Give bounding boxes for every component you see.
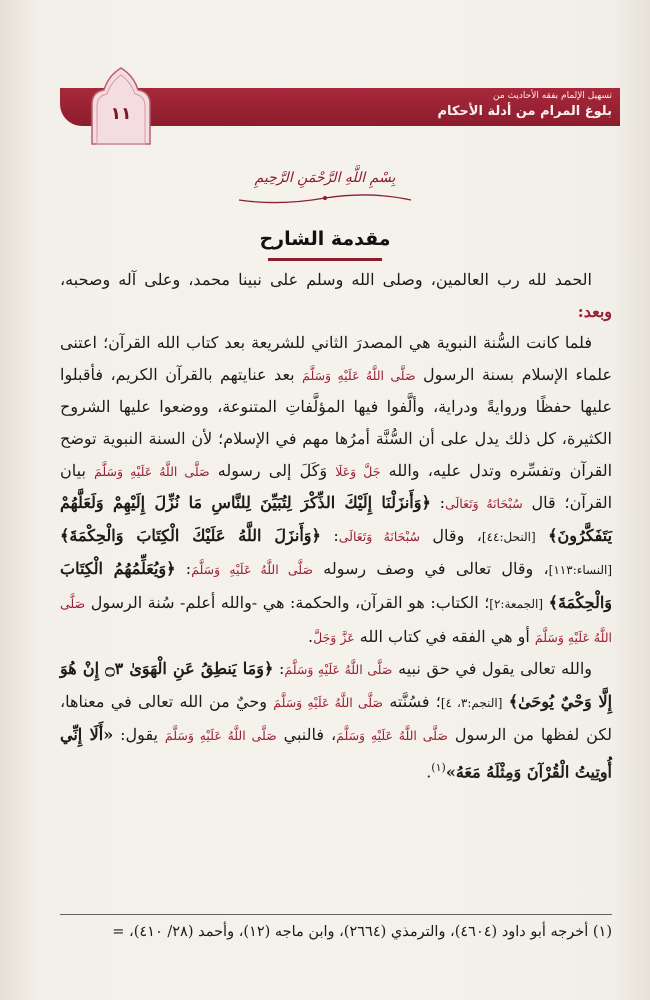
p2-s6: ، وقال تعالى في وصف رسوله xyxy=(323,559,549,579)
p3-s1: والله تعالى يقول في حق نبيه xyxy=(398,659,593,679)
section-title: مقدمة الشارح xyxy=(259,228,391,250)
p2-h8: عَزَّ وَجَلَّ xyxy=(313,629,355,645)
p2-quran-3: ﴿وَيُعَلِّمُهُمُ الْكِتَابَ وَالْحِكْمَةَ﴾ xyxy=(60,559,612,612)
p2-ref-3: [الجمعة:٢] xyxy=(489,596,544,611)
p2-s7: ؛ الكتاب: هو القرآن، والحكمة: هي -والله أعلم- سُنة الرسول xyxy=(90,592,490,612)
p2-quran-1: ﴿وَأَنزَلْنَا إِلَيْكَ الذِّكْرَ لِتُبَيِّنَ لِلنَّاسِ مَا نُزِّلَ إِلَيْهِمْ وَلَعَلَّهُمْ يَتَفَكَّرُونَ﴾ xyxy=(60,493,613,545)
paragraph-3: والله تعالى يقول في حق نبيه صَلَّى اللَّهُ عَلَيْهِ وَسَلَّمَ: ﴿وَمَا يَنطِقُ عَنِ الْهَوَىٰ ۝٣ إِنْ هُوَ إِلَّا وَحْيٌ يُوحَىٰ﴾ [النجم:٣، ٤]؛ فسُنَّته صَلَّى اللَّهُ عَلَيْهِ وَسَلَّمَ وحيٌ من الله تعالى في معناها، لكن لفظها من الرسول صَلَّى اللَّهُ عَلَيْهِ وَسَلَّمَ، فالنبي صَلَّى اللَّهُ عَلَيْهِ وَسَلَّمَ يقول: «أَلَا إِنِّي أُوتِيتُ الْقُرْآنَ وَمِثْلَهُ مَعَهُ»$^{(١)}$. xyxy=(60,659,613,782)
body-text xyxy=(60,264,612,788)
p2-h6: صَلَّى اللَّهُ عَلَيْهِ وَسَلَّمَ xyxy=(191,562,314,578)
p3-ref-1: [النجم:٣، ٤] xyxy=(440,695,503,710)
p2-h4: سُبْحَانَهُ وَتَعَالَى xyxy=(445,496,523,512)
footnote-divider xyxy=(60,914,612,915)
p2-s8: أو هي الفقه في كتاب الله xyxy=(359,626,530,646)
p3-h4: صَلَّى اللَّهُ عَلَيْهِ وَسَلَّمَ xyxy=(164,728,277,744)
paragraph-2: فلما كانت السُّنة النبوية هي المصدرَ الثاني للشريعة بعد كتاب الله القرآن؛ اعتنى علماء الإسلام بسنة الرسول صَلَّى اللَّهُ عَلَيْهِ وَسَلَّمَ بعد عنايتهم بالقرآن الكريم، فأقبلوا عليها حفظًا وروايةً ودراية، وألَّفوا فيها المؤلَّفاتِ المتنوعة، ووضعوا عليها الشروح الكثيرة، كل ذلك يدل على أن السُّنَّة أمرُها مهم في الإسلام؛ لأن السنة النبوية توضح القرآن وتفسِّره وتدل عليه، والله جَلَّ وَعَلَا وَكَلَ إلى رسوله صَلَّى اللَّهُ عَلَيْهِ وَسَلَّمَ بيان القرآن؛ قال سُبْحَانَهُ وَتَعَالَى: ﴿وَأَنزَلْنَا إِلَيْكَ الذِّكْرَ لِتُبَيِّنَ لِلنَّاسِ مَا نُزِّلَ إِلَيْهِمْ وَلَعَلَّهُمْ يَتَفَكَّرُونَ﴾ [النحل:٤٤]، وقال سُبْحَانَهُ وَتَعَالَى: ﴿وَأَنزَلَ اللَّهُ عَلَيْكَ الْكِتَابَ وَالْحِكْمَةَ﴾ [النساء:١١٣]، وقال تعالى في وصف رسوله صَلَّى اللَّهُ عَلَيْهِ وَسَلَّمَ: ﴿وَيُعَلِّمُهُمُ الْكِتَابَ وَالْحِكْمَةَ﴾ [الجمعة:٢]؛ الكتاب: هو القرآن، والحكمة: هي -والله أعلم- سُنة الرسول صَلَّى اللَّهُ عَلَيْهِ وَسَلَّمَ أو هي الفقه في كتاب الله عَزَّ وَجَلَّ. xyxy=(60,333,613,646)
p2-ref-1: [النحل:٤٤] xyxy=(481,529,536,544)
p1-ending: وبعد: xyxy=(577,301,612,321)
p2-h7: صَلَّى اللَّهُ عَلَيْهِ وَسَلَّمَ xyxy=(60,595,612,645)
p1-text: الحمد لله رب العالمين، وصلى الله وسلم على نبينا محمد، وعلى آله وصحبه، xyxy=(60,270,592,289)
page-number: ١١ xyxy=(110,104,132,124)
p3-s6: . xyxy=(426,762,432,782)
p3-h2: صَلَّى اللَّهُ عَلَيْهِ وَسَلَّمَ xyxy=(273,694,384,710)
p3-s4: ، فالنبي xyxy=(283,725,337,745)
p3-h3: صَلَّى اللَّهُ عَلَيْهِ وَسَلَّمَ xyxy=(336,728,448,744)
p2-s1: فلما كانت السُّنة النبوية هي المصدرَ الثاني للشريعة بعد كتاب الله القرآن؛ اعتنى علماء الإسلام بسنة الرسول xyxy=(60,333,612,384)
p3-s3: وحيٌ من الله تعالى في معناها، لكن لفظها من الرسول xyxy=(60,691,613,745)
basmala-flourish-icon xyxy=(235,192,415,206)
footnote-1: (١) أخرجه أبو داود (٤٦٠٤)، والترمذي (٢٦٦٤)، وابن ماجه (١٢)، وأحمد (٢٨/ ٤١٠)، = xyxy=(112,924,612,940)
p2-quran-2: ﴿وَأَنزَلَ اللَّهُ عَلَيْكَ الْكِتَابَ وَالْحِكْمَةَ﴾ xyxy=(60,525,321,545)
p2-s3: وَكَلَ إلى رسوله xyxy=(217,460,328,480)
p2-h2: جَلَّ وَعَلَا xyxy=(335,463,381,479)
p2-h3: صَلَّى اللَّهُ عَلَيْهِ وَسَلَّمَ xyxy=(94,463,210,479)
p3-h1: صَلَّى اللَّهُ عَلَيْهِ وَسَلَّمَ xyxy=(284,662,393,678)
basmala: بِسْمِ اللَّهِ الرَّحْمَنِ الرَّحِيمِ xyxy=(254,170,396,186)
p3-s5: يقول: xyxy=(120,725,158,745)
header-title-main: بلوغ المرام من أدلة الأحكام xyxy=(437,104,612,119)
p2-s5: ، وقال xyxy=(432,525,482,545)
p2-s9: . xyxy=(308,626,314,646)
p2-s2: بعد عنايتهم بالقرآن الكريم، فأقبلوا عليها حفظًا وروايةً ودراية، وألَّفوا فيها المؤلَّفاتِ المتنوعة، ووضعوا عليها الشروح الكثيرة، كل ذلك يدل على أن السُّنَّة أمرُها مهم في الإسلام؛ لأن السنة النبوية توضح القرآن وتفسِّره وتدل عليه، والله xyxy=(60,364,613,480)
p3-s2: ؛ فسُنَّته xyxy=(389,691,441,711)
paragraph-1 xyxy=(60,264,612,327)
p2-ref-2: [النساء:١١٣] xyxy=(548,563,613,578)
header-title-small: تسهيل الإلمام بفقه الأحاديث من xyxy=(493,91,612,101)
running-header xyxy=(232,88,612,126)
title-underline xyxy=(268,258,382,261)
p3-quran-2: «أَلَا إِنِّي أُوتِيتُ الْقُرْآنَ وَمِثْلَهُ مَعَهُ» xyxy=(60,725,612,782)
p2-s4: بيان القرآن؛ قال xyxy=(60,460,613,513)
footnote-marker[interactable]: (١) xyxy=(431,760,446,774)
p2-h5: سُبْحَانَهُ وَتَعَالَى xyxy=(338,528,420,544)
p3-quran-1: ﴿وَمَا يَنطِقُ عَنِ الْهَوَىٰ ۝٣ إِنْ هُوَ إِلَّا وَحْيٌ يُوحَىٰ﴾ xyxy=(60,659,613,711)
p2-h1: صَلَّى اللَّهُ عَلَيْهِ وَسَلَّمَ xyxy=(302,367,416,383)
